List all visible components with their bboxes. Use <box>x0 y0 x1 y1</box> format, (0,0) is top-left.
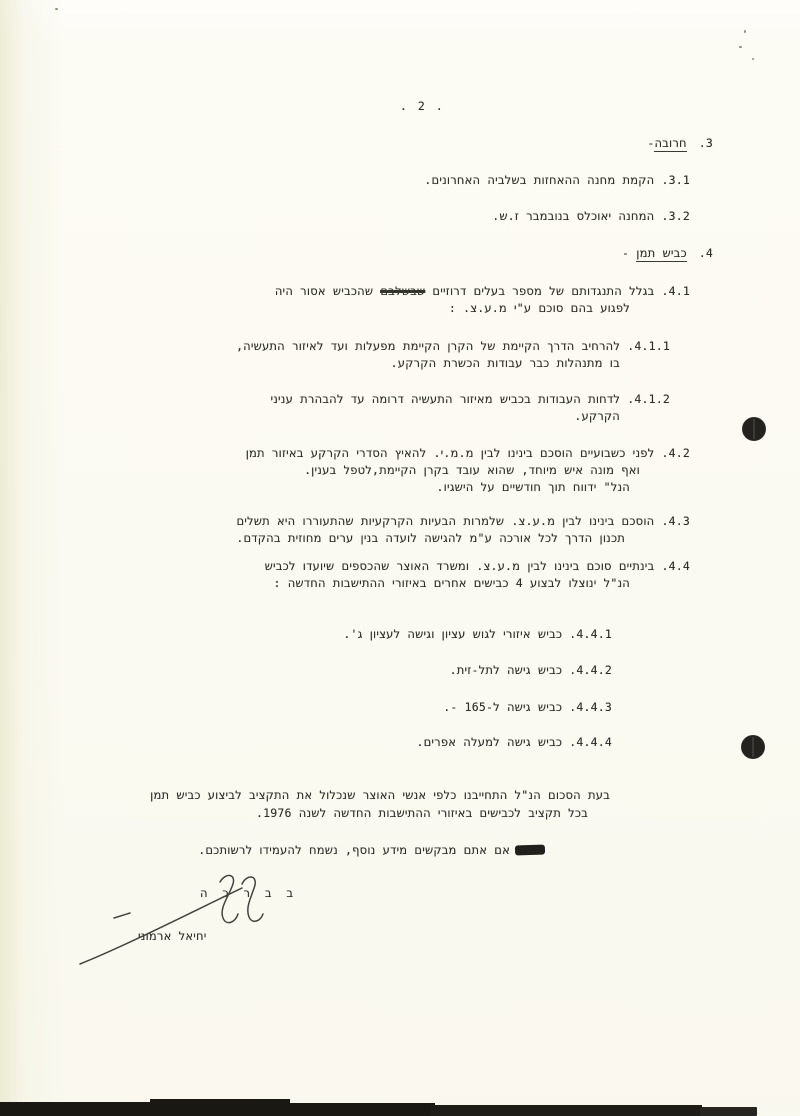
scan-edge-artifact <box>430 1105 702 1116</box>
request-line <box>198 843 545 857</box>
punch-hole-bottom <box>741 735 765 759</box>
item-4-3-line1: 4.3. הוסכם בינינו לבין מ.ע.צ. שלמרות הבעיות הקרקעיות שהתעוררו היא תשלים <box>236 514 690 528</box>
section-4-heading <box>622 246 713 260</box>
scan-edge-artifact <box>285 1103 435 1116</box>
paper-speck <box>752 58 754 60</box>
signature-greeting: ב ב ר כ ה <box>200 886 298 900</box>
item-4-1-2-line1: 4.1.2. לדחות העבודות בכביש מאיזור התעשיה דרומה עד להבהרת עניני <box>270 392 670 406</box>
request-text: אם אתם מבקשים מידע נוסף, נשמח להעמידו לרשותכם. <box>198 843 510 857</box>
item-4-3-line2: תכנון הדרך לכל אורכה ע"מ להגישה לועדה בנין ערים מחוזית בהקדם. <box>236 531 625 545</box>
item-4-1-2-line2: הקרקע. <box>574 409 620 423</box>
item-4-1-1-line1: 4.1.1. להרחיב הדרך הקיימת של הקרן הקיימת מפעלות ועד לאיזור התעשיה, <box>236 339 670 353</box>
section-3-heading <box>647 136 713 150</box>
scan-edge-artifact <box>0 1102 160 1116</box>
section-4-title: כביש תמן <box>636 246 687 260</box>
item-4-4-2: 4.4.2. כביש גישה לתל-זית. <box>449 663 612 677</box>
section-3-title: חרובה <box>654 136 687 150</box>
item-4-2-line1: 4.2. לפני כשבועיים הוסכם בינינו לבין מ.מ.י. להאיץ הסדרי הקרקע באיזור תמן <box>245 446 690 460</box>
punch-hole-top <box>742 417 766 441</box>
item-4-1-text-post: שהכביש אסור היה <box>274 284 374 298</box>
handwritten-signature-scrawl <box>70 868 280 973</box>
item-4-4-line1: 4.4. בינתיים סוכם בינינו לבין מ.ע.צ. ומשרד האוצר שהכספים שיועדו לכביש <box>264 559 690 573</box>
item-4-4-line2: הנ"ל ינוצלו לבצוע 4 כבישים אחרים באיזורי ההתישבות החדשה : <box>273 576 630 590</box>
item-4-1-line2: לפגוע בהם סוכם ע"י מ.ע.צ. : <box>448 301 630 315</box>
closing-line1: בעת הסכום הנ"ל התחייבנו כלפי אנשי האוצר שנכלול את התקציב לביצוע כביש תמן <box>150 788 610 802</box>
paper-speck <box>744 30 746 33</box>
item-4-4-4: 4.4.4. כביש גישה למעלה אפרים. <box>416 735 612 749</box>
item-4-4-1: 4.4.1. כביש איזורי לגוש עציון וגישה לעציון ג'. <box>343 627 612 641</box>
paper-speck <box>739 46 742 48</box>
scan-edge-artifact <box>150 1099 290 1116</box>
item-3-2: 3.2. המחנה יאוכלס בנובמבר ז.ש. <box>492 209 690 223</box>
paper-speck <box>55 8 58 10</box>
item-4-1-line1 <box>275 284 690 298</box>
item-4-2-line2: ואף מונה איש מיוחד, שהוא עובד בקרן הקיימת,לטפל בענין. <box>304 463 640 477</box>
section-3-dash: - <box>647 136 655 150</box>
section-4-number: 4. <box>698 246 713 260</box>
item-4-1-struck-word: שבשלבם <box>380 284 426 298</box>
item-4-4-3: 4.4.3. כביש גישה ל-165 -. <box>443 700 612 714</box>
signatory-name: יחיאל ארמוני <box>138 929 207 943</box>
item-4-1-text-pre: 4.1. בגלל התנגדותם של מספר בעלים דרוזיים <box>432 284 690 298</box>
item-4-1-1-line2: בו מתנהלות כבר עבודות הכשרת הקרקע. <box>390 356 620 370</box>
item-3-1: 3.1. הקמת מחנה ההאחזות בשלביה האחרונים. <box>424 173 690 187</box>
closing-line2: בכל תקציב לכבישים באיזורי ההתישבות החדשה לשנה 1976. <box>256 806 588 820</box>
section-4-dash: - <box>622 246 630 260</box>
item-4-2-line3: הנל" ידווח תוך חודשיים על הישגיו. <box>436 480 630 494</box>
section-3-number: 3. <box>698 136 713 150</box>
scan-edge-artifact <box>700 1107 757 1116</box>
page-number: . 2 . <box>400 99 445 113</box>
redacted-word-mark <box>515 844 545 855</box>
